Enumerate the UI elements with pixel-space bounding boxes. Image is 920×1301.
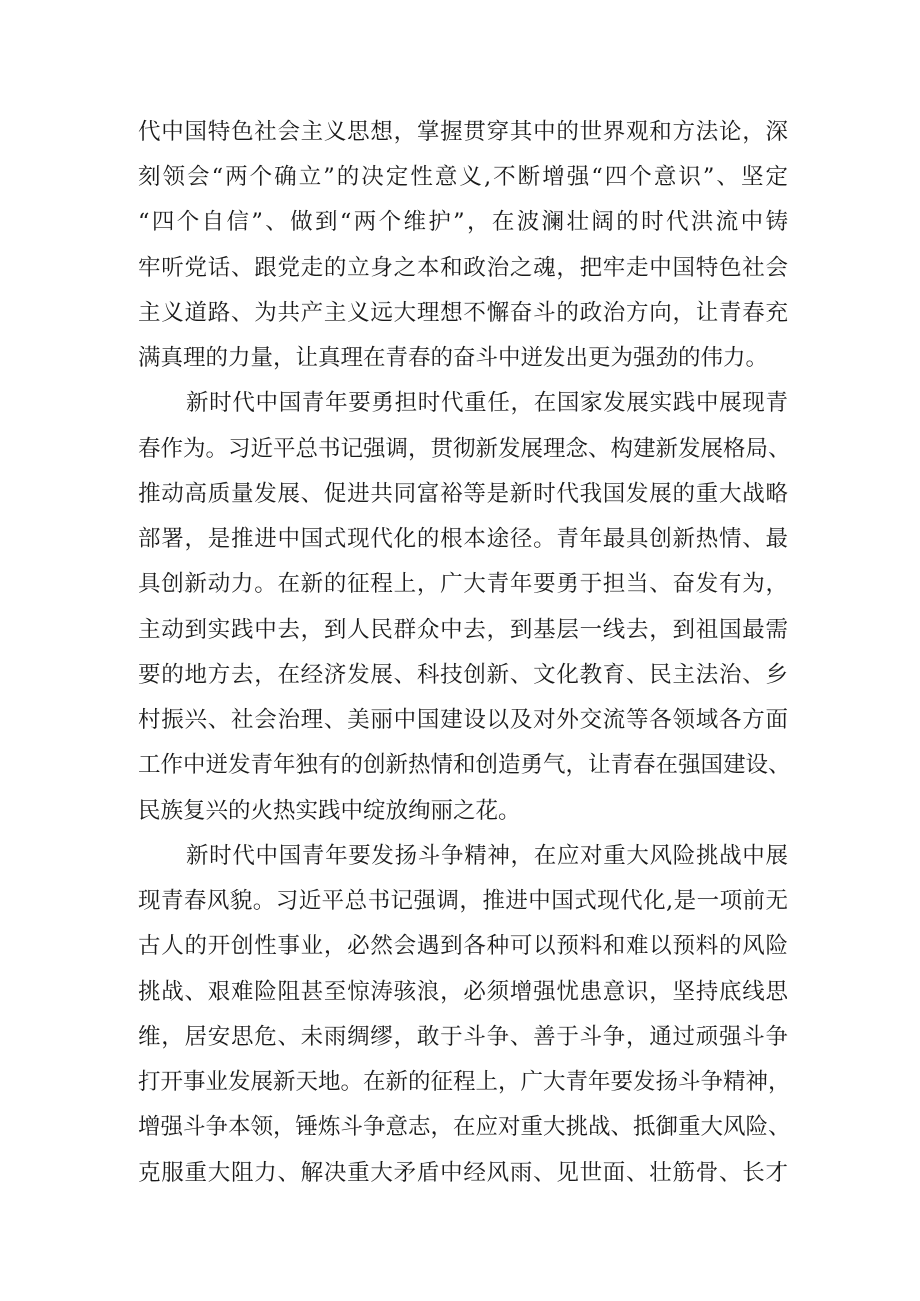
text-line: 部署，是推进中国式现代化的根本途径。青年最具创新热情、最 [138, 526, 788, 552]
text-line: 要的地方去，在经济发展、科技创新、文化教育、民主法治、乡 [138, 662, 788, 688]
text-line: 刻领会“两个确立”的决定性意义,不断增强“四个意识”、坚定 [138, 164, 788, 190]
text-line: 打开事业发展新天地。在新的征程上，广大青年要发扬斗争精神， [138, 1069, 791, 1095]
text-line: “四个自信”、做到“两个维护”，在波澜壮阔的时代洪流中铸 [138, 209, 788, 235]
text-line: 代中国特色社会主义思想，掌握贯穿其中的世界观和方法论，深 [138, 119, 788, 145]
text-line: 古人的开创性事业，必然会遇到各种可以预料和难以预料的风险 [138, 933, 788, 959]
text-line: 主动到实践中去，到人民群众中去，到基层一线去，到祖国最需 [138, 617, 788, 643]
text-line: 挑战、艰难险阻甚至惊涛骇浪，必须增强忧患意识，坚持底线思 [138, 979, 788, 1005]
text-line: 主义道路、为共产主义远大理想不懈奋斗的政治方向，让青春充 [138, 300, 788, 326]
text-line: 民族复兴的火热实践中绽放绚丽之花。 [138, 798, 521, 824]
text-line: 村振兴、社会治理、美丽中国建设以及对外交流等各领域各方面 [138, 707, 788, 733]
paragraph-first-line: 新时代中国青年要发扬斗争精神，在应对重大风险挑战中展 [186, 843, 788, 869]
text-line: 维，居安思危、未雨绸缪，敢于斗争、善于斗争，通过顽强斗争 [138, 1024, 788, 1050]
text-line: 推动高质量发展、促进共同富裕等是新时代我国发展的重大战略 [138, 481, 788, 507]
text-line: 春作为。习近平总书记强调，贯彻新发展理念、构建新发展格局、 [138, 436, 791, 462]
text-line: 满真理的力量，让真理在青春的奋斗中迸发出更为强劲的伟力。 [138, 345, 769, 371]
text-line: 现青春风貌。习近平总书记强调，推进中国式现代化,是一项前无 [138, 888, 788, 914]
text-line: 增强斗争本领，锤炼斗争意志，在应对重大挑战、抵御重大风险、 [138, 1114, 791, 1140]
text-line: 工作中迸发青年独有的创新热情和创造勇气，让青春在强国建设、 [138, 752, 791, 778]
text-line: 牢听党话、跟党走的立身之本和政治之魂，把牢走中国特色社会 [138, 255, 788, 281]
text-line: 克服重大阻力、解决重大矛盾中经风雨、见世面、壮筋骨、长才 [138, 1160, 788, 1186]
paragraph-first-line: 新时代中国青年要勇担时代重任，在国家发展实践中展现青 [186, 390, 788, 416]
text-line: 具创新动力。在新的征程上，广大青年要勇于担当、奋发有为， [138, 571, 788, 597]
